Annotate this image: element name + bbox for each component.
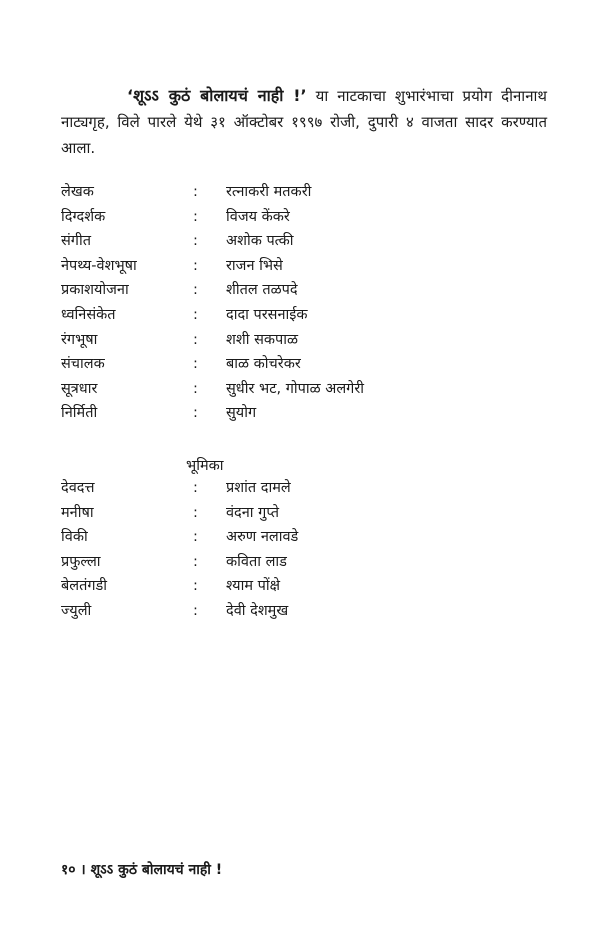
cast-row: [61, 574, 541, 599]
credit-role: प्रकाशयोजना: [61, 282, 129, 299]
separator-colon: :: [193, 356, 198, 373]
intro-text: या नाटकाचा शुभारंभाचा प्रयोग दीनानाथ नाट्यगृह, विले पारले येथे ३१ ऑक्टोबर १९९७ रोजी, दुपारी ४ वाजता सादर करण्यात आला.: [61, 87, 547, 157]
separator-colon: :: [193, 480, 198, 496]
cast-name: श्याम पोंक्षे: [226, 578, 280, 595]
separator-colon: :: [193, 257, 198, 274]
separator-colon: :: [193, 233, 198, 250]
credit-row: [61, 205, 541, 230]
credit-row: [61, 278, 541, 303]
credit-row: [61, 303, 541, 328]
credit-name: विजय केंकरे: [226, 208, 290, 225]
cast-role: मनीषा: [61, 504, 94, 521]
credit-role: दिग्दर्शक: [61, 208, 106, 225]
credit-name: राजन भिसे: [226, 257, 283, 274]
credit-name: रत्नाकरी मतकरी: [226, 184, 312, 200]
separator-colon: :: [193, 380, 198, 397]
separator-colon: :: [193, 331, 198, 348]
intro-paragraph: [61, 83, 547, 161]
credit-name: सुयोग: [226, 405, 257, 422]
credit-role: निर्मिती: [61, 405, 98, 422]
credit-role: रंगभूषा: [61, 331, 98, 348]
credit-row: [61, 180, 541, 205]
credit-role: ध्वनिसंकेत: [61, 306, 116, 323]
separator-colon: :: [193, 602, 198, 619]
cast-name: अरुण नलावडे: [226, 529, 299, 546]
cast-name: प्रशांत दामले: [226, 480, 291, 496]
credit-row: [61, 328, 541, 353]
credit-name: शशी सकपाळ: [226, 331, 299, 348]
credit-name: बाळ कोचरेकर: [226, 356, 301, 373]
separator-colon: :: [193, 282, 198, 299]
cast-row: [61, 550, 541, 575]
separator-colon: :: [193, 208, 198, 225]
cast-role: बेलतंगडी: [61, 578, 108, 595]
credit-row: [61, 352, 541, 377]
credit-role: लेखक: [61, 184, 94, 200]
cast-heading: भूमिका: [186, 458, 224, 474]
cast-role: प्रफुल्ला: [61, 553, 101, 570]
cast-row: [61, 525, 541, 550]
credit-role: नेपथ्य-वेशभूषा: [61, 257, 137, 274]
cast-role: देवदत्त: [61, 480, 95, 496]
credit-role: सूत्रधार: [61, 380, 98, 397]
cast-role: विकी: [61, 529, 88, 546]
cast-name: देवी देशमुख: [226, 602, 289, 619]
separator-colon: :: [193, 504, 198, 521]
separator-colon: :: [193, 184, 198, 200]
cast-role: ज्युली: [61, 602, 92, 619]
separator-colon: :: [193, 405, 198, 422]
cast-row: [61, 476, 541, 501]
credit-role: संचालक: [61, 356, 105, 373]
play-title: ‘शूऽऽ कुठं बोलायचं नाही !’: [127, 86, 307, 105]
credit-name: दादा परसनाईक: [226, 306, 308, 323]
credit-row: [61, 229, 541, 254]
cast-name: कविता लाड: [226, 553, 287, 570]
cast-list: [61, 476, 541, 624]
credit-name: अशोक पत्की: [226, 233, 294, 250]
cast-row: [61, 501, 541, 526]
cast-row: [61, 599, 541, 624]
credit-row: [61, 401, 541, 426]
separator-colon: :: [193, 306, 198, 323]
credit-name: शीतल तळपदे: [226, 282, 298, 299]
separator-colon: :: [193, 529, 198, 546]
credits-list: [61, 180, 541, 426]
cast-name: वंदना गुप्ते: [226, 504, 280, 521]
credit-name: सुधीर भट, गोपाळ अलगेरी: [226, 380, 365, 397]
page-footer: १० । शूऽऽ कुठं बोलायचं नाही !: [61, 862, 223, 878]
credit-row: [61, 377, 541, 402]
separator-colon: :: [193, 553, 198, 570]
separator-colon: :: [193, 578, 198, 595]
credit-role: संगीत: [61, 233, 91, 250]
credit-row: [61, 254, 541, 279]
